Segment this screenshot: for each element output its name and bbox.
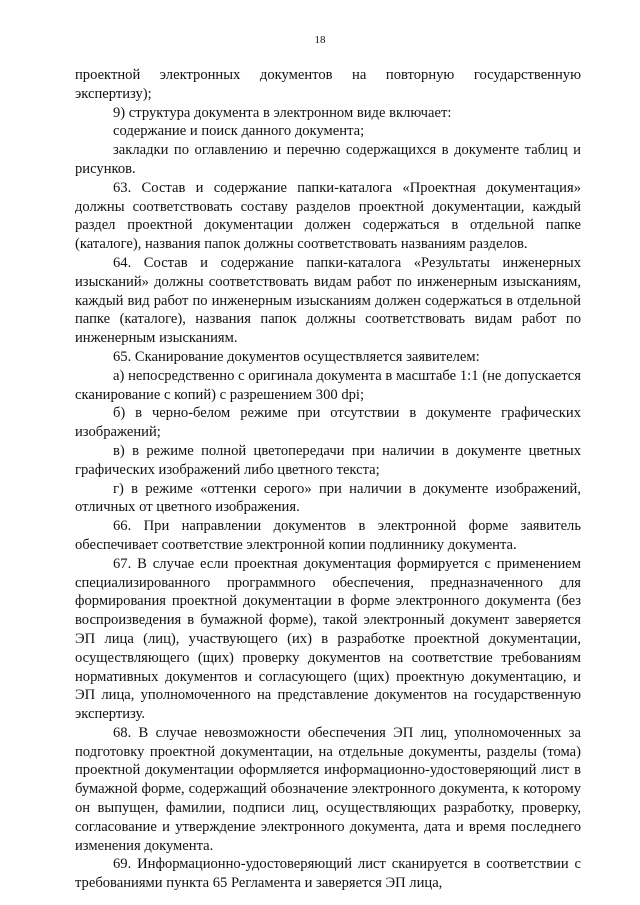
document-body	[75, 66, 581, 893]
paragraph-65-b: б) в черно-белом режиме при отсутствии в документе графических изображений;	[75, 405, 581, 441]
paragraph-65-g: г) в режиме «оттенки серого» при наличии в документе изображений, отличных от цветного изображения.	[75, 480, 581, 516]
paragraph-69: 69. Информационно-удостоверяющий лист сканируется в соответствии с требованиями пункта 65 Регламента и заверяется ЭП лица,	[75, 856, 581, 892]
paragraph-continuation: проектной электронных документов на повторную государственную экспертизу);	[75, 67, 581, 102]
paragraph-65: 65. Сканирование документов осуществляется заявителем:	[113, 348, 480, 365]
paragraph-63: 63. Состав и содержание папки-каталога «Проектная документация» должны соответствовать составу разделов проектной документации, каждый раздел проектной документации должен содержаться в отдельной папке (каталоге), названия папок должны соответствовать названиям разделов.	[75, 179, 581, 253]
paragraph-67: 67. В случае если проектная документация формируется с применением специализированного программного обеспечения, предназначенного для формирования проектной документации в форме электронного документа (без воспроизведения в бумажной форме), такой электронный документ заверяется ЭП лица (лиц), участвующего (их) в разработке проектной документации, осуществляющего (щих) проверку документов на соответствие требованиям нормативных документов и согласующего (щих) проектную документацию, и ЭП лица, уполномоченного на представление документов на государственную экспертизу.	[75, 555, 581, 723]
paragraph-65-v: в) в режиме полной цветопередачи при наличии в документе цветных графических изображений либо цветного текста;	[75, 442, 581, 478]
paragraph-65-a: а) непосредственно с оригинала документа в масштабе 1:1 (не допускается сканирование с копий) с разрешением 300 dpi;	[75, 367, 581, 403]
paragraph-subitem-bookmarks: закладки по оглавлению и перечню содержащихся в документе таблиц и рисунков.	[75, 142, 581, 177]
paragraph-66: 66. При направлении документов в электронной форме заявитель обеспечивает соответствие электронной копии подлиннику документа.	[75, 518, 581, 553]
paragraph-subitem-contents: содержание и поиск данного документа;	[113, 123, 365, 140]
paragraph-64: 64. Состав и содержание папки-каталога «Результаты инженерных изысканий» должны соответствовать видам работ по инженерным изысканиям, каждый вид работ по инженерным изысканиям должен содержаться в отдельной папке (каталоге), названия папок должны соответствовать видам работ по инженерным изысканиям.	[75, 254, 581, 347]
page-number: 18	[314, 34, 326, 46]
paragraph-item-9: 9) структура документа в электронном виде включает:	[113, 104, 452, 121]
paragraph-68: 68. В случае невозможности обеспечения ЭП лиц, уполномоченных за подготовку проектной документации, на отдельные документы, разделы (тома) проектной документации оформляется информационно-удостоверяющий лист в бумажной форме, содержащий обозначение электронного документа, к которому он выпущен, фамилии, подписи лиц, осуществляющих разработку, проверку, согласование и утверждение электронного документа, дата и время последнего изменения документа.	[75, 724, 581, 854]
